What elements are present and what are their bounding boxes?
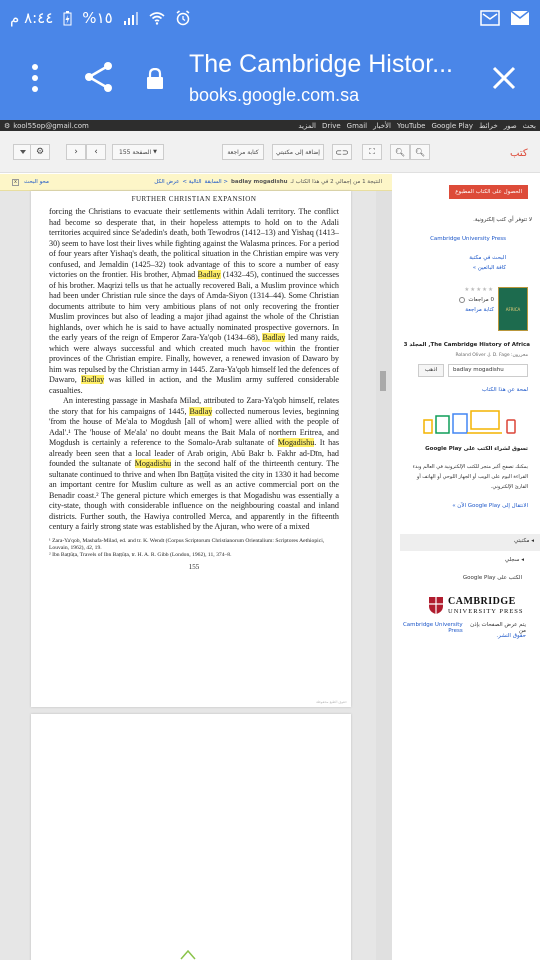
text-run: in the second half of the thirteenth century. The sultanate continued to thrive and when Ibn Baṭṭūṭa visited the city in 1330 it had become an important centre for Muslim culture as well as an active commercial port on the Benadir coast.² The general picture which emerges is that Mogadishu was essentially a city-state, though with considerable influence on the neighbouring coastal and inland districts. Further south, the Hawiya controlled Merca, and apparently in the fifteenth century a fairly strong state was established by the Ajuran, who were of a mixed — [49, 459, 339, 531]
page-select[interactable] — [112, 144, 164, 160]
books-toolbar — [0, 131, 540, 173]
book-page — [31, 191, 351, 707]
google-link-maps[interactable]: خرائط — [478, 121, 498, 130]
search-highlight: Badlay — [81, 375, 105, 384]
book-viewer[interactable] — [0, 191, 392, 960]
settings-button[interactable] — [30, 144, 50, 160]
scrollbar-thumb[interactable] — [380, 371, 386, 391]
view-all-link[interactable]: عرض الكل — [154, 179, 180, 185]
signal-icon — [123, 11, 139, 25]
search-query-text: badlay mogadishu — [230, 179, 288, 185]
page-watermark: حقوق الطبع محفوظة — [316, 700, 347, 704]
search-highlight: Mogadishu — [134, 459, 172, 468]
play-store-heading: تسوق لشراء الكتب على Google Play — [425, 446, 528, 452]
google-link-search[interactable]: بحث — [522, 121, 536, 130]
google-link-drive[interactable]: Drive — [321, 121, 341, 130]
rating-stars: ★★★★★ — [464, 287, 494, 293]
my-history-link: سجلي — [504, 557, 520, 563]
settings-gear-icon[interactable]: ⚙ — [4, 121, 11, 130]
book-cover-title: AFRICA — [505, 306, 521, 312]
text-run: . It has already been seen that a local leader of Arab origin, Abū Bakr b. Fakhr ad-Dīn, had founded the sultanate of — [49, 438, 340, 468]
permission-text: يتم عرض الصفحات بإذن من — [470, 622, 526, 634]
search-highlight: Badlay — [197, 270, 221, 279]
reviews-count: 0 مراجعات — [468, 297, 494, 303]
chevron-down-icon — [20, 150, 26, 154]
google-link-gmail[interactable]: Gmail — [346, 121, 368, 130]
close-icon[interactable] — [492, 66, 516, 90]
gear-icon: ⚙ — [35, 147, 45, 157]
book-authors: محررون: Roland Oliver ،J. D. Fage — [455, 353, 528, 358]
next-result-link[interactable]: التالية > — [182, 179, 202, 185]
footnote-1: ¹ Zara-Ya'qob, Mashafa-Milad, ed. and tr. K. Wendt (Corpus Scriptorum Christianorum Orientalium: Scriptores Aethiopici, Louvain, 1962), 42, 19. — [49, 537, 325, 551]
play-store-description: يمكنك تصفح أكبر متجر للكتب الإلكترونية في العالم وبدء القراءة اليوم على الويب أو الجهاز اللوحي أو الهاتف أو القارئ الإلكتروني. — [412, 464, 528, 490]
clear-search-icon[interactable]: x — [12, 179, 19, 186]
footnote-2: ² Ibn Baṭṭūṭa, Travels of Ibn Baṭṭūṭa, tr. H. A. R. Gibb (London, 1962), 11, 374–8. — [49, 551, 232, 558]
fullscreen-icon: ⛶ — [369, 147, 375, 156]
text-run: forcing the Christians to evacuate their settlements within Adali territory. The conflict had become so desperate that, in their hopeless attempts to hold on to the Adali territories acquired since Se'adedin's death, both Tewodros (1412–13) and Yishaq (1413–30) seem to have lost their lives while fighting against the Walasma princes. For a period of four years after Yishaq's death, the political situation in the Christian empire was very confused, and Jemaldin (1425–32) took advantage of this to score a number of easy victories on the frontier. His brother, Aḥmad — [49, 207, 339, 279]
text-run: An interesting passage in Mashafa Milad, attributed to Zara-Ya'qob himself, relates the story that for his campaigns of 1445, — [49, 396, 339, 416]
book-cover[interactable] — [498, 287, 528, 331]
mail-icon — [510, 10, 530, 26]
my-history-item[interactable] — [505, 557, 524, 563]
battery-icon — [63, 11, 72, 26]
google-books-logo[interactable]: كتب — [510, 148, 528, 159]
text-run: led many raids, which were always successful and which created much havoc within the frontier provinces of the Christian empire. Finally, however, a renewed invasion of Dawaro by him was repulsed by the Christian army in 1445. Zara-Ya'qob himself led the defences of Dawaro, — [49, 333, 339, 384]
chevron-icon: ◂ — [531, 538, 534, 544]
clear-search-link[interactable]: محو البحث — [24, 179, 49, 185]
chevron-icon: ◂ — [521, 557, 524, 563]
fullscreen-button[interactable] — [362, 144, 382, 160]
google-links — [298, 122, 536, 130]
page-text — [49, 207, 339, 533]
search-result-bar — [0, 174, 392, 191]
google-link-play[interactable]: Google Play — [431, 121, 473, 130]
zoom-in-icon: 🔍︎ — [414, 147, 426, 157]
google-link-images[interactable]: صور — [503, 121, 517, 130]
write-review-link[interactable]: كتابة مراجعة — [465, 307, 494, 313]
search-highlight: Badlay — [262, 333, 286, 342]
google-link-youtube[interactable]: YouTube — [396, 121, 426, 130]
go-button[interactable]: اذهب — [418, 364, 444, 377]
wifi-icon — [149, 11, 165, 25]
cambridge-shield-icon — [428, 596, 444, 615]
gallery-icon — [480, 10, 500, 26]
dropdown-arrow-icon: ▼ — [153, 149, 157, 155]
zoom-out-icon: 🔍︎ — [394, 147, 406, 157]
my-library-section[interactable] — [400, 534, 540, 551]
link-icon: ⊂⊃ — [335, 147, 349, 157]
next-page-button[interactable] — [66, 144, 86, 160]
cambridge-logo-subtext: UNIVERSITY PRESS — [448, 608, 524, 615]
viewer-scrollbar[interactable] — [376, 191, 392, 960]
my-library-link: مكتبتي — [513, 538, 530, 544]
copyright-link[interactable]: حقوق النشر. — [496, 633, 526, 639]
browser-app-bar — [0, 36, 540, 120]
chevron-right-icon: › — [74, 147, 78, 157]
alarm-icon — [175, 10, 191, 26]
google-link-news[interactable]: الأخبار — [373, 121, 391, 130]
cambridge-logo[interactable] — [428, 596, 532, 618]
write-review-button[interactable]: كتابة مراجعة — [222, 144, 264, 160]
chevron-left-icon: ‹ — [94, 147, 98, 157]
get-print-book-button[interactable]: الحصول على الكتاب المطبوع — [449, 185, 528, 199]
go-to-play-link[interactable]: الانتقال إلى Google Play الآن » — [452, 503, 528, 509]
text-run: (1432–45), continued the successes of his brother. Maqrizi tells us that he actually recovered Bali, a Muslim province which had been under Christian rule since the days of Amda-Siyon (1314–44). Some Christian documents attribute to him very ambitious plans of not only recovering the frontier Muslim provinces but also of leading a major jihad against the whole of the Christian highlands, over which he is said to have actually nominated prospective governors. In the early years of the reign of Emperor Zara-Ya'qob (1434–68), — [49, 270, 340, 342]
search-result-text: النتيجة 1 من إجمالي 2 في هذا الكتاب لـ — [290, 179, 382, 185]
devices-icon — [422, 410, 532, 436]
all-sellers-link[interactable]: كافة البائعين » — [472, 265, 506, 271]
link-button[interactable] — [332, 144, 352, 160]
paragraph — [49, 207, 339, 396]
overflow-menu-icon[interactable] — [28, 64, 42, 92]
cambridge-logo-text: CAMBRIDGE — [448, 596, 516, 607]
search-highlight: Mogadishu — [277, 438, 315, 447]
page-title: The Cambridge Histor... — [189, 50, 453, 78]
prev-page-button[interactable] — [86, 144, 106, 160]
publisher-link[interactable]: Cambridge University Press — [430, 236, 506, 242]
info-icon — [459, 297, 465, 303]
no-ebook-text: لا تتوفر أي كتب إلكترونية. — [473, 217, 532, 223]
google-bar — [0, 120, 540, 131]
page-url[interactable]: books.google.com.sa — [189, 85, 360, 105]
find-in-library-link[interactable]: البحث في مكتبة — [469, 255, 506, 261]
sidebar — [392, 174, 540, 960]
triangle-icon — [180, 950, 196, 960]
about-book-link[interactable]: لمحة عن هذا الكتاب — [481, 387, 528, 393]
running-header: FURTHER CHRISTIAN EXPANSION — [131, 195, 257, 203]
page-select-label: الصفحة 155 — [119, 148, 152, 156]
text-run: was killed in action, and the Muslim army suffered considerable casualties. — [49, 375, 339, 395]
lock-icon — [146, 68, 164, 90]
add-to-library-button[interactable]: إضافة إلى مكتبتي — [272, 144, 324, 160]
paragraph — [49, 396, 339, 533]
battery-level: %١٥ — [82, 9, 113, 27]
share-icon[interactable] — [84, 60, 114, 94]
search-in-book-input[interactable]: badlay mogadishu — [448, 364, 528, 377]
prev-result-link[interactable]: < السابقة — [204, 179, 228, 185]
text-run: collected numerous levies, beginning 'from the house of Me'ala to Mogdush [all of whom] were allied with the people of Adal'.¹ The 'house of Me'ala' no doubt means the Bait Mala of northern Eritrea, and Mogdush is certainly a reference to the Somalo-Arab sultanate of — [49, 406, 339, 447]
zoom-out-button[interactable] — [390, 144, 410, 160]
zoom-in-button[interactable] — [410, 144, 430, 160]
google-link-more[interactable]: المزيد — [298, 121, 316, 130]
status-bar — [0, 0, 540, 36]
book-title: The Cambridge History of Africa, المجلد 3 — [403, 342, 530, 348]
clock: ٨:٤٤ م — [10, 9, 54, 27]
next-book-page — [31, 714, 351, 960]
permission-publisher-link[interactable]: Cambridge University Press — [402, 622, 463, 634]
account-email[interactable]: kool55op@gmail.com — [13, 121, 89, 130]
search-highlight: Badlay — [189, 406, 213, 416]
page-number: 155 — [188, 563, 200, 572]
play-books-link[interactable]: الكتب على Google Play — [462, 575, 522, 581]
